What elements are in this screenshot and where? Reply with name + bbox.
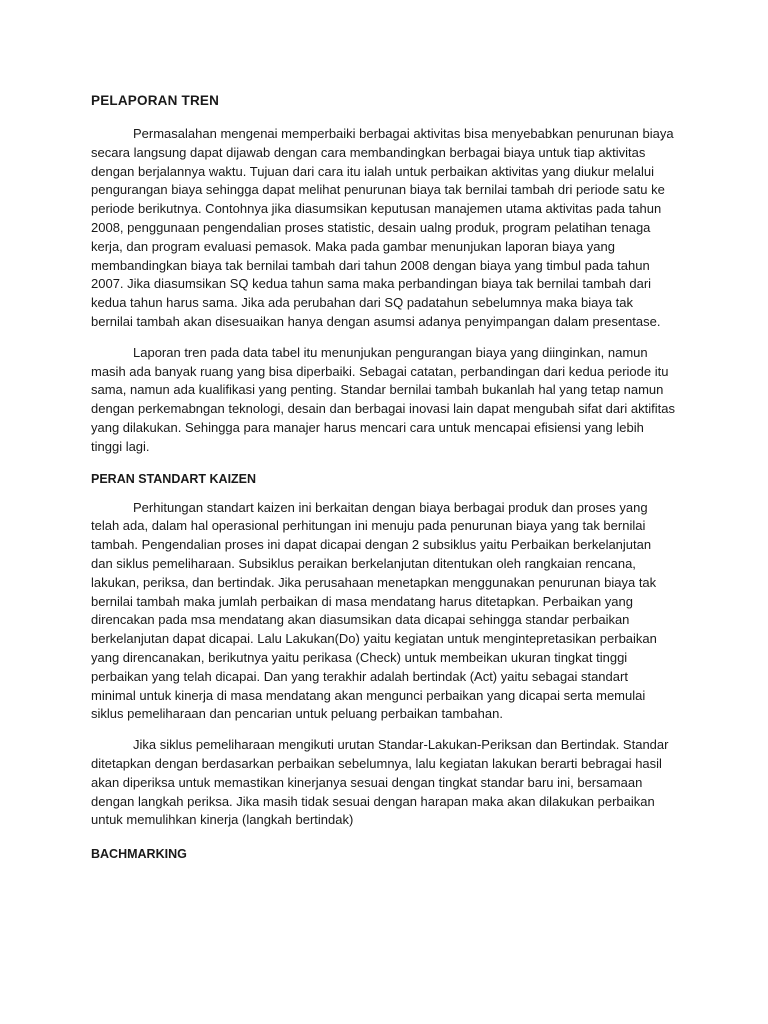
section-title-peran-standart-kaizen: PERAN STANDART KAIZEN — [91, 471, 257, 486]
document-page — [91, 93, 676, 861]
paragraph-kaizen-2: Jika siklus pemeliharaan mengikuti urutan Standar-Lakukan-Periksan dan Bertindak. Standar ditetapkan dengan berdasarkan perbaikan sebelumnya, lalu kegiatan lakukan berarti bebragai hasil akan diperiksa untuk memastikan kinerjanya sesuai dengan tingkat standar baru ini, bersamaan dengan langkah periksa. Jika masih tidak sesuai dengan harapan maka akan dilakukan perbaikan untuk memulihkan kinerja (langkah bertindak) — [91, 737, 669, 828]
paragraph-pelaporan-tren-1: Permasalahan mengenai memperbaiki berbagai aktivitas bisa menyebabkan penurunan biaya secara langsung dapat dijawab dengan cara membandingkan berbagai biaya untuk tiap aktivitas dengan berjalannya waktu. Tujuan dari cara itu ialah untuk perbaikan aktivitas yang diukur melalui pengurangan biaya sehingga dapat melihat penurunan biaya tak bernilai tambah dri periode satu ke periode berikutnya. Contohnya jika diasumsikan keputusan manajemen utama aktivitas pada tahun 2008, penggunaan pengendalian proses statistic, desain ualng produk, program pelatihan tenaga kerja, dan program evaluasi pemasok. Maka pada gambar menunjukan laporan biaya yang membandingkan biaya tak bernilai tambah dari tahun 2008 dengan biaya yang timbul pada tahun 2007. Jika diasumsikan SQ kedua tahun sama maka perbandingan biaya tak bernilai tambah dari kedua tahun harus sama. Jika ada perubahan dari SQ padatahun sebelumnya maka biaya tak bernilai tambah akan disesuaikan hanya dengan asumsi adanya penyimpangan dalam presentase. — [91, 126, 674, 329]
paragraph-kaizen-1: Perhitungan standart kaizen ini berkaitan dengan biaya berbagai produk dan proses yang telah ada, dalam hal operasional perhitungan ini menuju pada penurunan biaya yang tak bernilai tambah. Pengendalian proses ini dapat dicapai dengan 2 subsiklus yaitu Perbaikan berkelanjutan dan siklus pemeliharaan. Subsiklus peraikan berkelanjutan ditentukan oleh rangkaian rencana, lakukan, periksa, dan bertindak. Jika perusahaan menetapkan menggunakan penurunan biaya tak bernilai tambah maka jumlah perbaikan di masa mendatang harus ditetapkan. Perbaikan yang direncakan pada msa mendatang akan diasumsikan data dicapai sehingga standar perbaikan berkelanjutan dapat dicapai. Lalu Lakukan(Do) yaitu kegiatan untuk mengintepretasikan perbaikan yang direncanakan, berikutnya yaitu perikasa (Check) untuk membeikan ukuran tingkat tinggi perbaikan yang telah dicapai. Dan yang terakhir adalah bertindak (Act) yaitu sebagai standart minimal untuk kinerja di masa mendatang akan mengunci perbaikan yang dicapai serta memulai siklus pemeliharaan dan pencarian untuk peluang perbaikan tambahan. — [91, 499, 657, 722]
paragraph-pelaporan-tren-2: Laporan tren pada data tabel itu menunjukan pengurangan biaya yang diinginkan, namun masih ada banyak ruang yang bisa diperbaiki. Sebagai catatan, perbandingan dari kedua periode itu sama, namun ada kualifikasi yang penting. Standar bernilai tambah bukanlah hal yang tetap namun dengan perkemabngan teknologi, desain dan berbagai inovasi lain dapat mengubah sifat dari aktifitas yang dilakukan. Sehingga para manajer harus mencari cara untuk mencapai efisiensi yang lebih tinggi lagi. — [91, 344, 675, 454]
section-title-pelaporan-tren: PELAPORAN TREN — [91, 93, 220, 108]
section-title-bachmarking: BACHMARKING — [91, 847, 187, 862]
